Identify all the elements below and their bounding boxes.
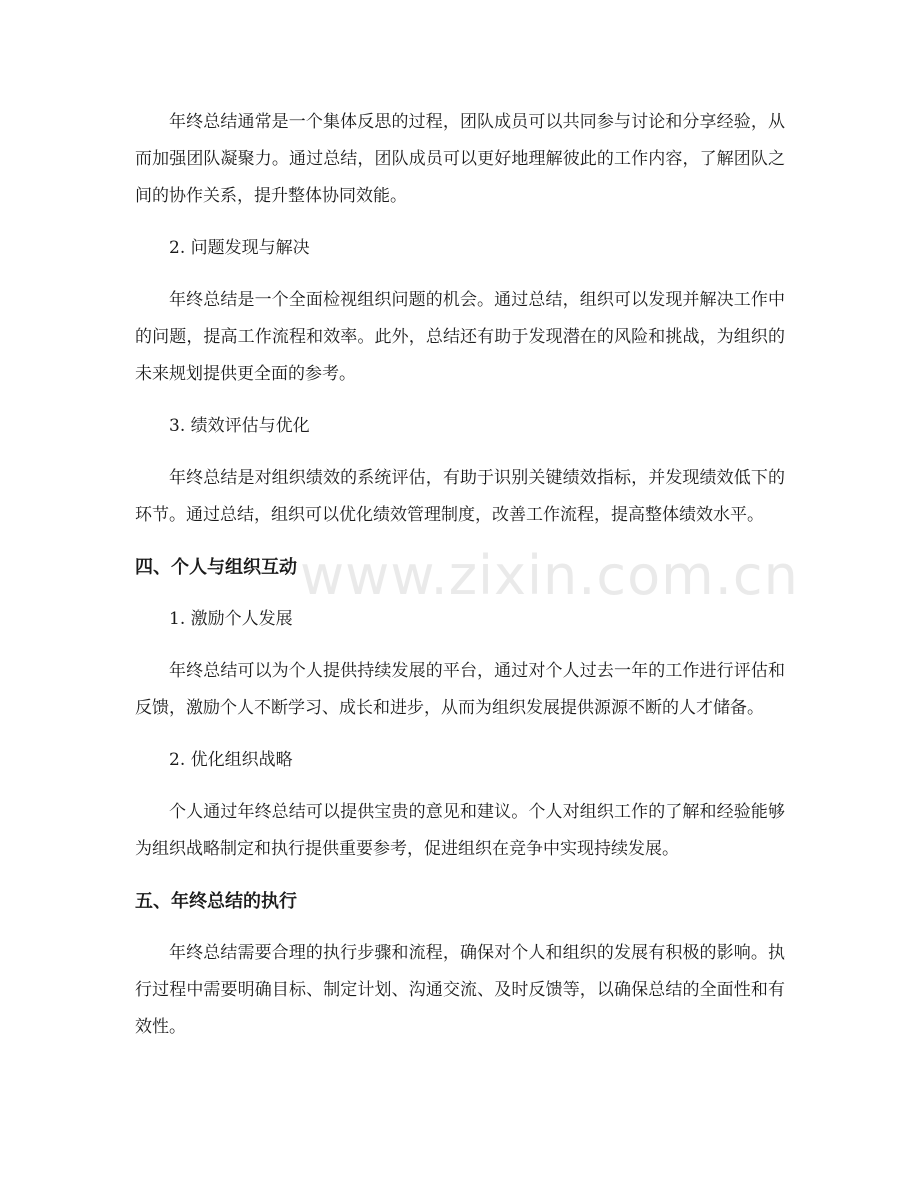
subheading-motivate-individual: 1. 激励个人发展 xyxy=(169,609,293,629)
section-heading-individual-org-interaction: 四、个人与组织互动 xyxy=(135,557,297,578)
document-body xyxy=(135,104,785,1061)
subheading-problem-discovery: 2. 问题发现与解决 xyxy=(169,238,310,258)
subheading-performance-evaluation: 3. 绩效评估与优化 xyxy=(169,416,310,436)
paragraph-execution: 年终总结需要合理的执行步骤和流程，确保对个人和组织的发展有积极的影响。执行过程中需要明确目标、制定计划、沟通交流、及时反馈等，以确保总结的全面性和有效性。 xyxy=(135,943,785,1037)
paragraph-problem-discovery: 年终总结是一个全面检视组织问题的机会。通过总结，组织可以发现并解决工作中的问题，提高工作流程和效率。此外，总结还有助于发现潜在的风险和挑战，为组织的未来规划提供更全面的参考。 xyxy=(135,290,785,384)
section-heading-execution: 五、年终总结的执行 xyxy=(135,891,297,912)
paragraph-team-cohesion: 年终总结通常是一个集体反思的过程，团队成员可以共同参与讨论和分享经验，从而加强团队凝聚力。通过总结，团队成员可以更好地理解彼此的工作内容，了解团队之间的协作关系，提升整体协同效能。 xyxy=(135,112,785,206)
subheading-optimize-strategy: 2. 优化组织战略 xyxy=(169,750,293,770)
paragraph-performance-evaluation: 年终总结是对组织绩效的系统评估，有助于识别关键绩效指标，并发现绩效低下的环节。通过总结，组织可以优化绩效管理制度，改善工作流程，提高整体绩效水平。 xyxy=(135,468,785,525)
paragraph-motivate-individual: 年终总结可以为个人提供持续发展的平台，通过对个人过去一年的工作进行评估和反馈，激励个人不断学习、成长和进步，从而为组织发展提供源源不断的人才储备。 xyxy=(135,661,785,718)
paragraph-optimize-strategy: 个人通过年终总结可以提供宝贵的意见和建议。个人对组织工作的了解和经验能够为组织战略制定和执行提供重要参考，促进组织在竞争中实现持续发展。 xyxy=(135,802,785,859)
watermark: www.zixin.com.cn xyxy=(300,544,799,607)
